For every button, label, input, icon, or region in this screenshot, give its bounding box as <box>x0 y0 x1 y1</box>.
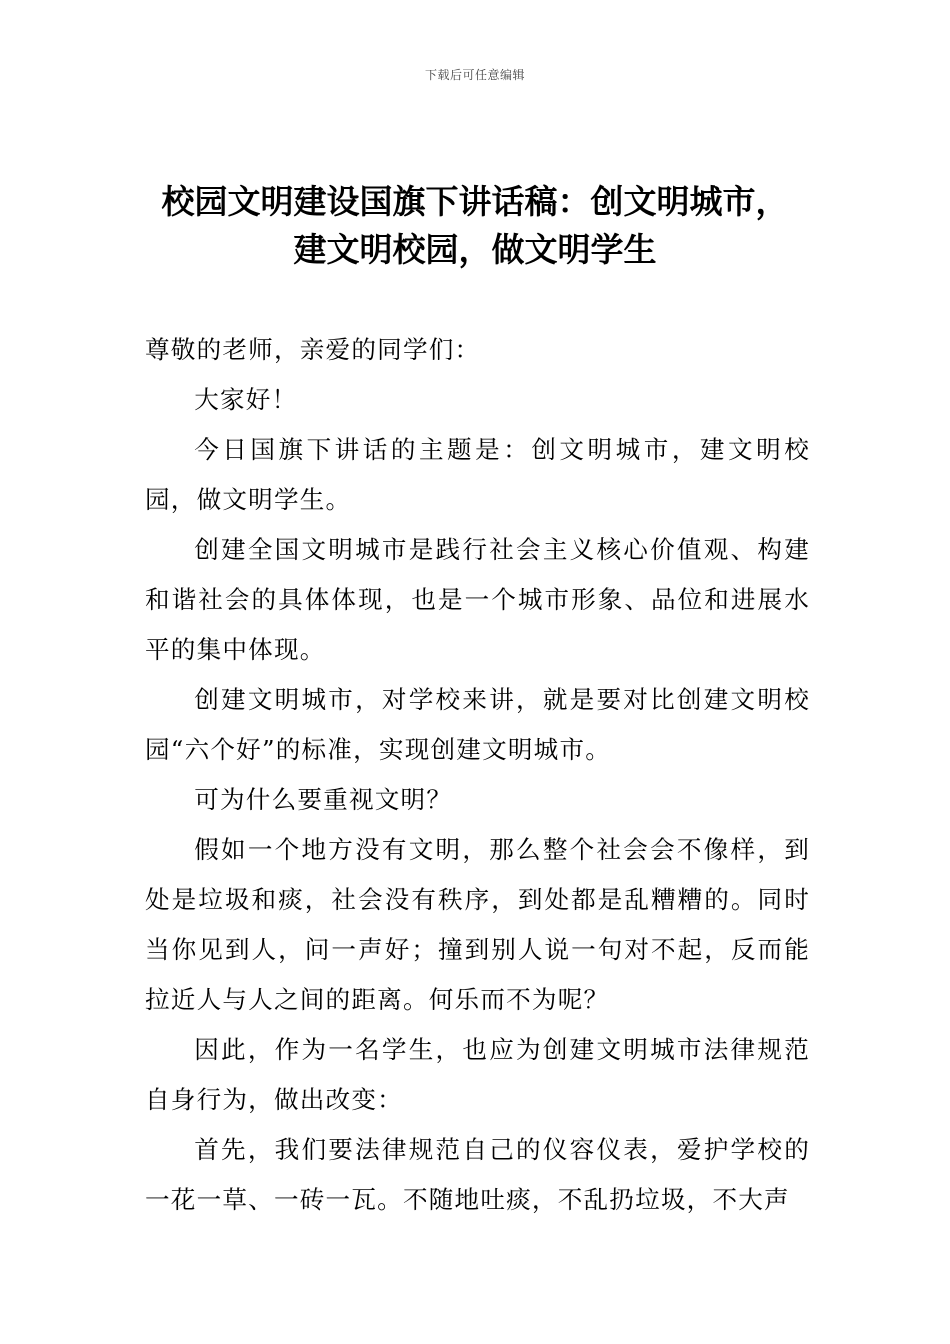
body-paragraph: 创建文明城市，对学校来讲，就是要对比创建文明校园“六个好”的标准，实现创建文明城市。 <box>145 685 810 764</box>
body-paragraph: 首先，我们要法律规范自己的仪容仪表，爱护学校的一花一草、一砖一瓦。不随地吐痰，不乱扔垃圾，不大声 <box>145 1135 810 1214</box>
body-paragraph: 因此，作为一名学生，也应为创建文明城市法律规范自身行为，做出改变： <box>145 1035 810 1114</box>
title-line-1: 校园文明建设国旗下讲话稿：创文明城市， <box>161 182 789 221</box>
body-paragraph: 可为什么要重视文明？ <box>194 785 453 814</box>
salutation-paragraph: 尊敬的老师，亲爱的同学们： <box>145 335 481 364</box>
body-paragraph: 假如一个地方没有文明，那么整个社会会不像样，到处是垃圾和痰，社会没有秩序，到处都是乱糟糟的。同时当你见到人，问一声好；撞到别人说一句对不起，反而能拉近人与人之间的距离。何乐而不为呢？ <box>145 835 810 1014</box>
greeting-paragraph: 大家好！ <box>194 385 298 414</box>
body-paragraph: 创建全国文明城市是践行社会主义核心价值观、构建和谐社会的具体体现，也是一个城市形象、品位和进展水平的集中体现。 <box>145 535 810 664</box>
document-title <box>100 178 850 274</box>
body-paragraph: 今日国旗下讲话的主题是：创文明城市，建文明校园，做文明学生。 <box>145 435 810 514</box>
title-line-2: 建文明校园，做文明学生 <box>293 230 657 269</box>
header-note: 下载后可任意编辑 <box>424 68 525 82</box>
document-body <box>145 325 810 1225</box>
